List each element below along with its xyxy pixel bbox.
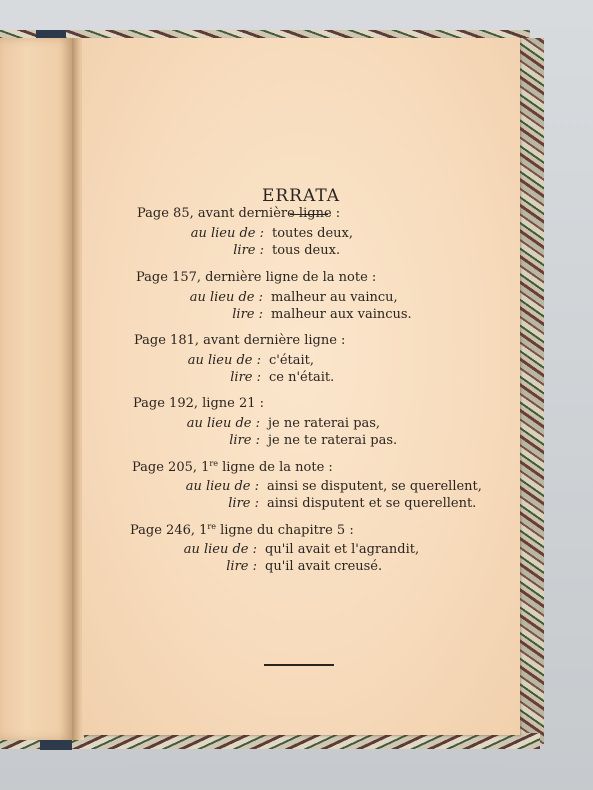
lire-label: lire : (229, 433, 260, 448)
au-lieu-label: au lieu de : (185, 479, 259, 494)
au-lieu-label: au lieu de : (189, 290, 263, 305)
entry-heading: Page 181, avant dernière ligne : (134, 333, 346, 348)
au-lieu-row (179, 353, 314, 368)
lire-label: lire : (228, 496, 259, 511)
lire-label: lire : (232, 307, 263, 322)
lire-value: tous deux. (272, 243, 341, 258)
lire-row (182, 243, 340, 258)
errata-title: ERRATA (261, 186, 341, 206)
entry-heading (132, 459, 333, 475)
lire-label: lire : (230, 370, 261, 385)
au-lieu-label: au lieu de : (183, 542, 257, 557)
lire-row (179, 370, 334, 385)
au-lieu-value: malheur au vaincu, (271, 290, 398, 305)
au-lieu-label: au lieu de : (186, 416, 260, 431)
au-lieu-label: au lieu de : (187, 353, 261, 368)
lire-row (181, 307, 412, 322)
heading-superscript: re (209, 459, 218, 468)
lire-label: lire : (226, 559, 257, 574)
lire-row (175, 559, 382, 574)
entry-heading (130, 522, 354, 538)
heading-page-ref: Page 205, 1 (132, 460, 210, 475)
left-flyleaf-page (0, 38, 74, 740)
heading-rest: ligne du chapitre 5 : (215, 523, 354, 538)
au-lieu-row (178, 416, 380, 431)
lire-value: je ne te raterai pas. (268, 433, 398, 448)
au-lieu-value: toutes deux, (272, 226, 353, 241)
au-lieu-row (181, 290, 398, 305)
entry-heading: Page 85, avant dernière ligne : (137, 206, 341, 221)
lire-row (177, 496, 476, 511)
lire-value: qu'il avait creusé. (265, 559, 383, 574)
entry-heading: Page 192, ligne 21 : (133, 396, 265, 411)
au-lieu-label: au lieu de : (190, 226, 264, 241)
au-lieu-value: c'était, (269, 353, 315, 368)
lire-row (178, 433, 397, 448)
au-lieu-row (182, 226, 353, 241)
au-lieu-value: ainsi se disputent, se querellent, (267, 479, 482, 494)
lire-value: ainsi disputent et se querellent. (267, 496, 477, 511)
lire-value: malheur aux vaincus. (271, 307, 412, 322)
end-rule (264, 664, 334, 666)
au-lieu-row (175, 542, 419, 557)
heading-superscript: re (207, 522, 216, 531)
marbled-cover-right-edge (517, 38, 544, 744)
errata-list (82, 38, 520, 735)
lire-value: ce n'était. (269, 370, 335, 385)
au-lieu-value: qu'il avait et l'agrandit, (265, 542, 420, 557)
au-lieu-row (177, 479, 482, 494)
entry-heading: Page 157, dernière ligne de la note : (136, 270, 377, 285)
heading-page-ref: Page 246, 1 (130, 523, 208, 538)
heading-rest: ligne de la note : (217, 460, 333, 475)
errata-page (82, 38, 520, 735)
au-lieu-value: je ne raterai pas, (268, 416, 381, 431)
lire-label: lire : (233, 243, 264, 258)
